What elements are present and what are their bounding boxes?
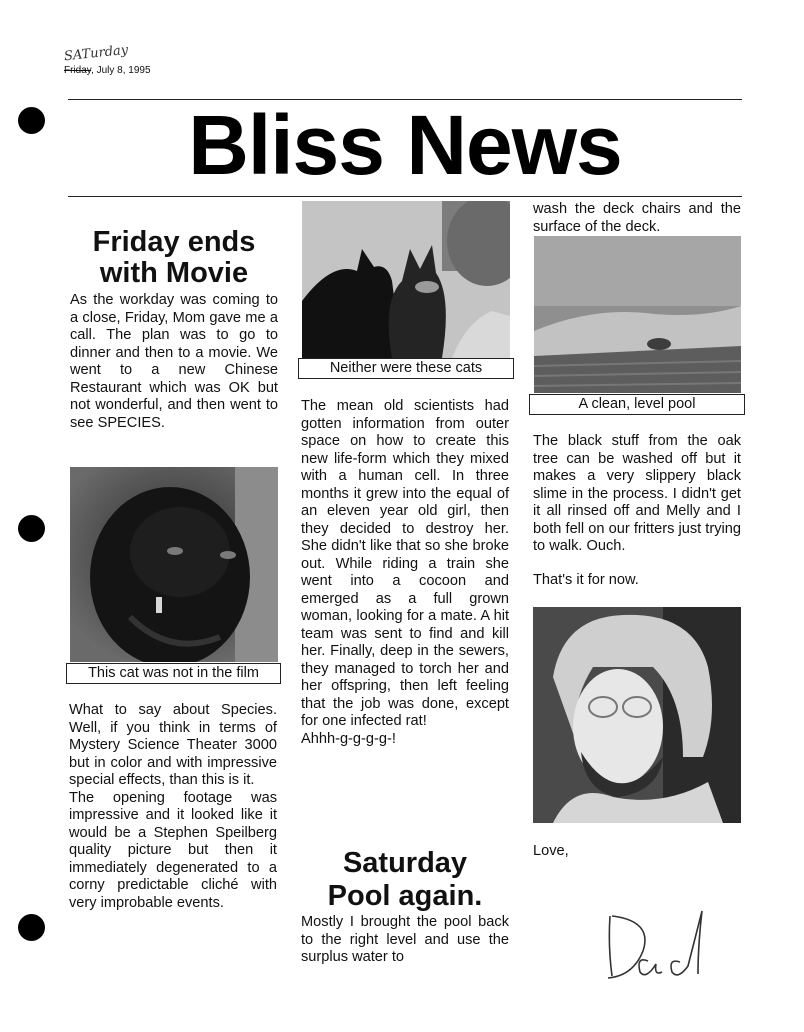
binder-hole-bottom [18, 914, 45, 941]
friday-headline-line2: with Movie [99, 257, 249, 289]
deck-continued-para: wash the deck chairs and the surface of the deck. [533, 201, 741, 235]
printed-date: , July 8, 1995 [91, 65, 151, 76]
friday-para-3: The opening footage was impressive and it looked like it would be a Stephen Speilberg quality picture but then it immediately degenerated to a corny predictable cliché with very improbable events. [69, 789, 277, 911]
binder-hole-middle [18, 515, 45, 542]
masthead-bottom-rule [68, 196, 742, 197]
friday-intro [70, 292, 278, 432]
species-exclamation: Ahhh-g-g-g-g-! [301, 730, 396, 747]
binder-hole-top [18, 107, 45, 134]
signature-dad [598, 906, 718, 991]
oak-paragraph [533, 433, 741, 556]
two-cats-caption: Neither were these cats [298, 358, 514, 379]
friday-para-1: As the workday was coming to a close, Friday, Mom gave me a call. The plan was to go to dinner and then to a movie. We went to a new Chinese Restaurant which was OK but not wonderful, and then went to see SPECIES. [70, 292, 278, 431]
saturday-para-1: Mostly I brought the pool back to the right level and use the surplus water to [301, 914, 509, 965]
struck-day: Friday [64, 65, 92, 76]
saturday-intro [301, 914, 509, 967]
species-plot-para: The mean old scientists had gotten information from outer space on how to create this new life-form which they mixed with a human cell. In three months it grew into the equal of an eleven year old girl, then they decided to destroy her. She didn't like that so she broke out. While riding a train she went into a cocoon and emerged as a full grown woman, looking for a mate. A hit team was sent to find and kill her. Finally, deep in the sewers, they managed to torch her and her offspring, then left feeling that the job was done, except for one infected rat! [301, 398, 509, 729]
friday-headline [68, 227, 280, 289]
species-plot [301, 398, 509, 748]
pool-photo [534, 236, 741, 393]
friday-review [69, 702, 277, 912]
dad-portrait-photo [533, 607, 741, 823]
dateline [64, 65, 151, 76]
closing-love: Love, [533, 843, 569, 859]
friday-headline-line1: Friday ends [92, 226, 256, 258]
handwritten-day: SATurday [63, 42, 129, 65]
thats-it [533, 572, 741, 590]
deck-continued [533, 201, 741, 236]
saturday-headline-line1: Saturday [342, 847, 468, 879]
saturday-headline-line2: Pool again. [327, 880, 483, 912]
masthead-title: Bliss News [188, 98, 622, 192]
black-cat-photo [70, 467, 278, 662]
oak-para: The black stuff from the oak tree can be washed off but it makes a very slippery black slime in the process. I didn't get it all rinsed off and Melly and I both fell on our fritters just trying to walk. Ouch. [533, 433, 741, 554]
saturday-headline [298, 847, 512, 913]
black-cat-caption: This cat was not in the film [66, 663, 281, 684]
thats-it-para: That's it for now. [533, 572, 639, 588]
pool-caption: A clean, level pool [529, 394, 745, 415]
two-cats-photo [302, 201, 510, 358]
friday-para-2: What to say about Species. Well, if you think in terms of Mystery Science Theater 3000 but in color and with impressive special effects, than this is it. [69, 702, 277, 788]
